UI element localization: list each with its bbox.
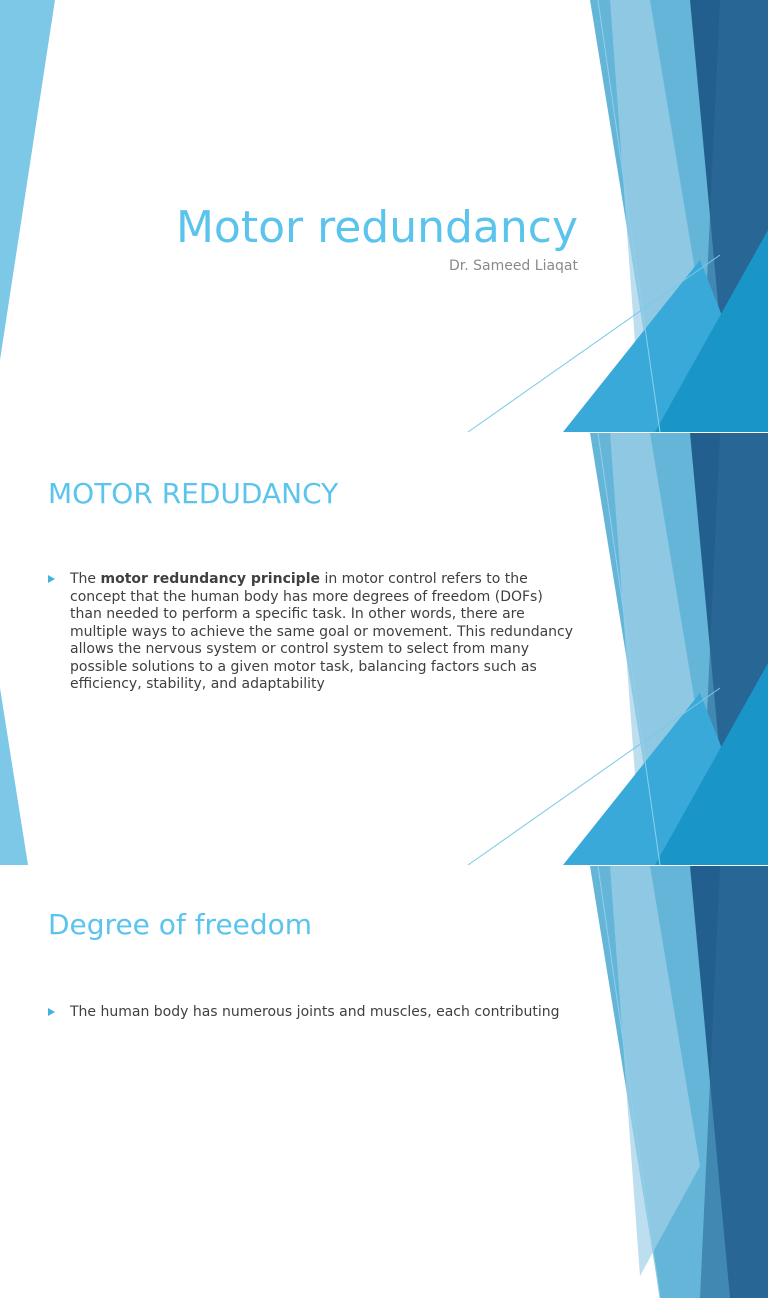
bullet-arrow-icon [48, 1008, 55, 1016]
slide-heading: MOTOR REDUDANCY [48, 477, 339, 510]
bullet-text: The motor redundancy principle in motor control refers to the concept that the human body has more degrees of freedom (DOFs) than needed to perform a specific task. In other words, there are multiple ways to achieve the same goal or movement. This redundancy allows the nervous system or control system to select from many possible solutions to a given motor task, balancing factors such as efficiency, stability, and adaptability [70, 571, 574, 692]
bold-term: motor redundancy principle [100, 571, 320, 587]
bullet-text: The human body has numerous joints and muscles, each contributing [70, 1004, 560, 1020]
slide-degree-of-freedom [0, 866, 768, 1298]
presentation-author: Dr. Sameed Liaqat [448, 258, 578, 274]
slide-motor-redundancy [0, 433, 768, 865]
bullet-item [48, 571, 578, 694]
slide-heading: Degree of freedom [48, 908, 313, 941]
bullet-arrow-icon [48, 575, 55, 583]
bullet-item [48, 1004, 578, 1022]
presentation-title: Motor redundancy [175, 202, 578, 253]
slide-title [0, 0, 768, 432]
